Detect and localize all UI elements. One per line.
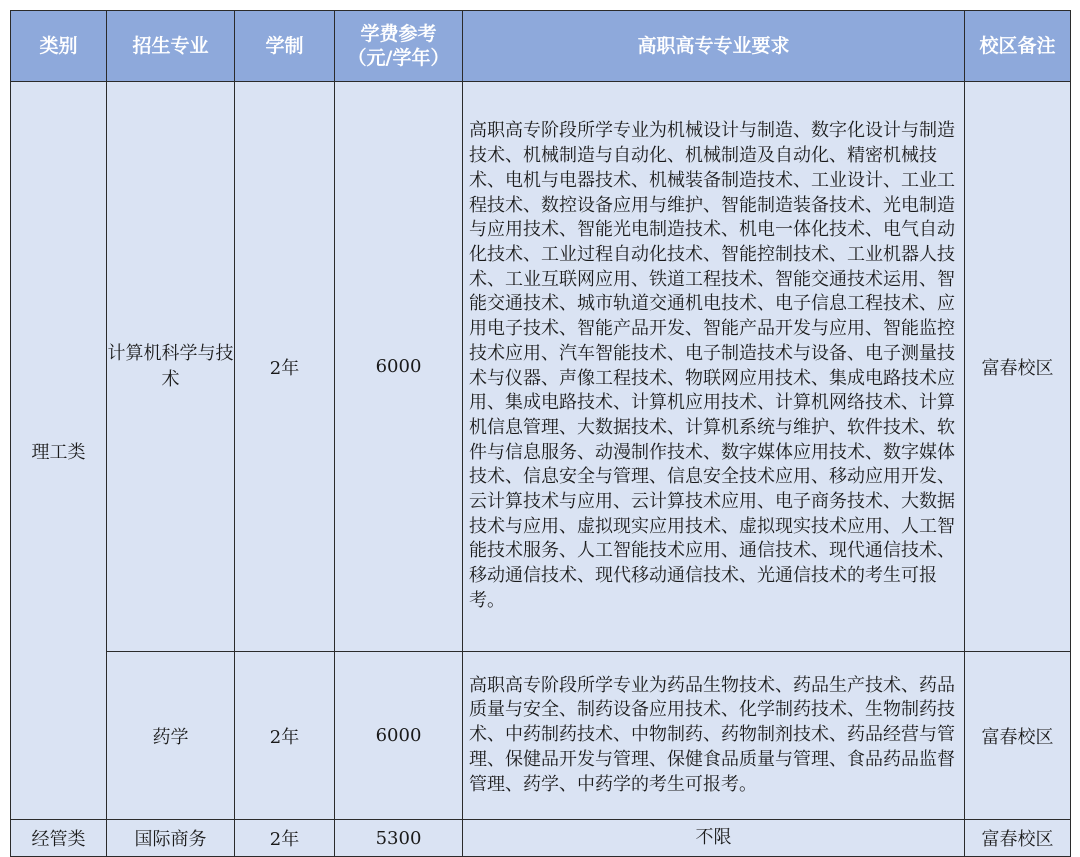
major-cell xyxy=(107,82,235,652)
header-campus: 校区备注 xyxy=(965,11,1071,82)
duration-cell: 2年 xyxy=(235,652,335,820)
duration-cell: 2年 xyxy=(235,820,335,857)
major-cell: 药学 xyxy=(107,652,235,820)
header-fee-line1: 学费参考 xyxy=(360,23,437,45)
header-duration: 学制 xyxy=(235,11,335,82)
table-row xyxy=(11,82,1071,652)
major-text: 计算机科学与技术 xyxy=(107,342,234,390)
header-major: 招生专业 xyxy=(107,11,235,82)
requirement-cell: 高职高专阶段所学专业为药品生物技术、药品生产技术、药品质量与安全、制药设备应用技术、化学制药技术、生物制药技术、中药制药技术、中物制药、药物制剂技术、药品经营与管理、保健品开发与管理、保健食品质量与管理、食品药品监督管理、药学、中药学的考生可报考。 xyxy=(463,652,965,820)
header-fee-line2: （元/学年） xyxy=(347,47,450,69)
fee-cell: 5300 xyxy=(335,820,463,857)
category-cell: 经管类 xyxy=(11,820,107,857)
campus-cell: 富春校区 xyxy=(965,820,1071,857)
table-row xyxy=(11,652,1071,820)
fee-cell: 6000 xyxy=(335,652,463,820)
header-requirement: 高职高专专业要求 xyxy=(463,11,965,82)
major-cell: 国际商务 xyxy=(107,820,235,857)
admission-table xyxy=(10,10,1071,857)
requirement-cell: 高职高专阶段所学专业为机械设计与制造、数字化设计与制造技术、机械制造与自动化、机械制造及自动化、精密机械技术、电机与电器技术、机械装备制造技术、工业设计、工业工程技术、数控设备应用与维护、智能制造装备技术、光电制造与应用技术、智能光电制造技术、机电一体化技术、电气自动化技术、工业过程自动化技术、智能控制技术、工业机器人技术、工业互联网应用、铁道工程技术、智能交通技术运用、智能交通技术、城市轨道交通机电技术、电子信息工程技术、应用电子技术、智能产品开发、智能产品开发与应用、智能监控技术应用、汽车智能技术、电子制造技术与设备、电子测量技术与仪器、声像工程技术、物联网应用技术、集成电路技术应用、集成电路技术、计算机应用技术、计算机网络技术、计算机信息管理、大数据技术、计算机系统与维护、软件技术、软件与信息服务、动漫制作技术、数字媒体应用技术、数字媒体技术、信息安全与管理、信息安全技术应用、移动应用开发、云计算技术与应用、云计算技术应用、电子商务技术、大数据技术与应用、虚拟现实应用技术、虚拟现实技术应用、人工智能技术服务、人工智能技术应用、通信技术、现代通信技术、移动通信技术、现代移动通信技术、光通信技术的考生可报考。 xyxy=(463,82,965,652)
fee-cell: 6000 xyxy=(335,82,463,652)
category-cell: 理工类 xyxy=(11,82,107,820)
header-row xyxy=(11,11,1071,82)
header-fee xyxy=(335,11,463,82)
requirement-cell: 不限 xyxy=(463,820,965,857)
campus-cell: 富春校区 xyxy=(965,652,1071,820)
duration-cell: 2年 xyxy=(235,82,335,652)
campus-cell: 富春校区 xyxy=(965,82,1071,652)
table-row xyxy=(11,820,1071,857)
header-category: 类别 xyxy=(11,11,107,82)
admission-table-container xyxy=(10,10,1071,857)
